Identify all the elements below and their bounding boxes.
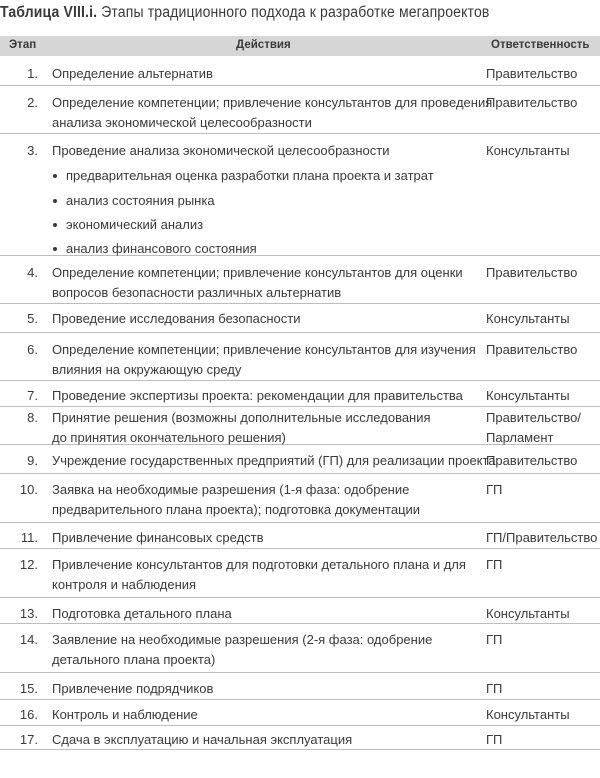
responsibility-text: ГП xyxy=(486,681,503,696)
table-row xyxy=(0,304,600,333)
action-text: Привлечение финансовых средств xyxy=(52,530,264,545)
action-subitem xyxy=(66,167,434,185)
responsibility-text: Консультанты xyxy=(486,606,570,621)
action-text: Заявка на необходимые разрешения (1-я фаза: одобрение xyxy=(52,482,410,497)
table-row xyxy=(0,523,600,549)
action-text: Привлечение консультантов для подготовки детального плана и для xyxy=(52,557,466,572)
responsibility-text: Консультанты xyxy=(486,388,570,403)
table-row xyxy=(0,256,600,304)
stage-number: 12. xyxy=(19,557,38,572)
stage-number: 2. xyxy=(27,95,38,110)
action-text: влияния на окружающую среду xyxy=(52,362,242,377)
responsibility-text: ГП xyxy=(486,732,503,747)
subitem-label: экономический анализ xyxy=(66,217,204,232)
stage-number: 3. xyxy=(27,143,38,158)
action-text: контроля и наблюдения xyxy=(52,577,197,592)
action-subitem xyxy=(66,216,203,234)
stage-number: 8. xyxy=(27,410,38,425)
table-row xyxy=(0,407,600,445)
bullet-icon xyxy=(53,174,57,178)
table-row xyxy=(0,474,600,523)
subitem-label: анализ состояния рынка xyxy=(66,193,215,208)
action-text: Принятие решения (возможны дополнительные исследования xyxy=(52,410,431,425)
table-row xyxy=(0,134,600,256)
column-header-responsibility: Ответственность xyxy=(491,39,590,51)
table-row xyxy=(0,726,600,750)
table-body xyxy=(0,56,600,750)
bullet-icon xyxy=(53,199,57,203)
action-text: Заявление на необходимые разрешения (2-я фаза: одобрение xyxy=(52,632,433,647)
responsibility-text: Консультанты xyxy=(486,707,570,722)
action-text: Подготовка детального плана xyxy=(52,606,232,621)
action-text: до принятия окончательного решения) xyxy=(52,430,286,445)
action-text: Проведение экспертизы проекта: рекомендации для правительства xyxy=(52,388,463,403)
table-row xyxy=(0,445,600,474)
action-text: Проведение анализа экономической целесообразности xyxy=(52,143,390,158)
responsibility-text: Парламент xyxy=(486,430,554,445)
action-subitem xyxy=(66,192,215,210)
table-row xyxy=(0,56,600,86)
stage-number: 15. xyxy=(19,681,38,696)
action-text: Проведение исследования безопасности xyxy=(52,311,301,326)
action-text: Привлечение подрядчиков xyxy=(52,681,214,696)
action-text: Определение альтернатив xyxy=(52,66,213,81)
action-text: предварительного плана проекта); подготовка документации xyxy=(52,502,421,517)
column-header-actions: Действия xyxy=(236,39,291,51)
responsibility-text: Правительство/ xyxy=(486,410,581,425)
table-row xyxy=(0,598,600,624)
table-caption: Этапы традиционного подхода к разработке мегапроектов xyxy=(101,4,490,21)
stage-number: 7. xyxy=(27,388,38,403)
table-row xyxy=(0,624,600,673)
responsibility-text: ГП/Правительство xyxy=(486,530,598,545)
stage-number: 14. xyxy=(19,632,38,647)
table-number: Таблица VIII.i. xyxy=(0,4,98,21)
action-text: детального плана проекта) xyxy=(52,652,216,667)
responsibility-text: Правительство xyxy=(486,265,578,280)
stage-number: 5. xyxy=(27,311,38,326)
action-text: Сдача в эксплуатацию и начальная эксплуатация xyxy=(52,732,353,747)
action-text: Определение компетенции; привлечение консультантов для изучения xyxy=(52,342,476,357)
action-text: Учреждение государственных предприятий (ГП) для реализации проекта xyxy=(52,453,496,468)
table-header xyxy=(0,36,600,56)
responsibility-text: Правительство xyxy=(486,342,578,357)
subitem-label: предварительная оценка разработки плана проекта и затрат xyxy=(66,168,434,183)
stage-number: 17. xyxy=(19,732,38,747)
stage-number: 13. xyxy=(19,606,38,621)
responsibility-text: Правительство xyxy=(486,453,578,468)
table-row xyxy=(0,333,600,381)
stage-number: 1. xyxy=(27,66,38,81)
action-text: Контроль и наблюдение xyxy=(52,707,198,722)
table-title xyxy=(0,4,543,22)
stage-number: 11. xyxy=(20,530,38,545)
table-row xyxy=(0,673,600,700)
table-row xyxy=(0,549,600,598)
responsibility-text: Консультанты xyxy=(486,143,570,158)
action-text: анализа экономической целесообразности xyxy=(52,115,312,130)
subitem-label: анализ финансового состояния xyxy=(66,241,257,256)
responsibility-text: ГП xyxy=(486,482,503,497)
stage-number: 9. xyxy=(27,453,38,468)
action-text: Определение компетенции; привлечение консультантов для проведения xyxy=(52,95,493,110)
stage-number: 4. xyxy=(27,265,38,280)
stage-number: 10. xyxy=(19,482,38,497)
responsibility-text: Консультанты xyxy=(486,311,570,326)
table-row xyxy=(0,700,600,726)
responsibility-text: ГП xyxy=(486,557,503,572)
action-text: вопросов безопасности различных альтернатив xyxy=(52,285,342,300)
action-text: Определение компетенции; привлечение консультантов для оценки xyxy=(52,265,463,280)
column-header-stage: Этап xyxy=(9,39,37,51)
stage-number: 16. xyxy=(19,707,38,722)
stage-number: 6. xyxy=(27,342,38,357)
bullet-icon xyxy=(53,223,57,227)
responsibility-text: Правительство xyxy=(486,66,578,81)
responsibility-text: Правительство xyxy=(486,95,578,110)
responsibility-text: ГП xyxy=(486,632,503,647)
bullet-icon xyxy=(53,247,57,251)
table-row xyxy=(0,381,600,407)
table-row xyxy=(0,86,600,134)
